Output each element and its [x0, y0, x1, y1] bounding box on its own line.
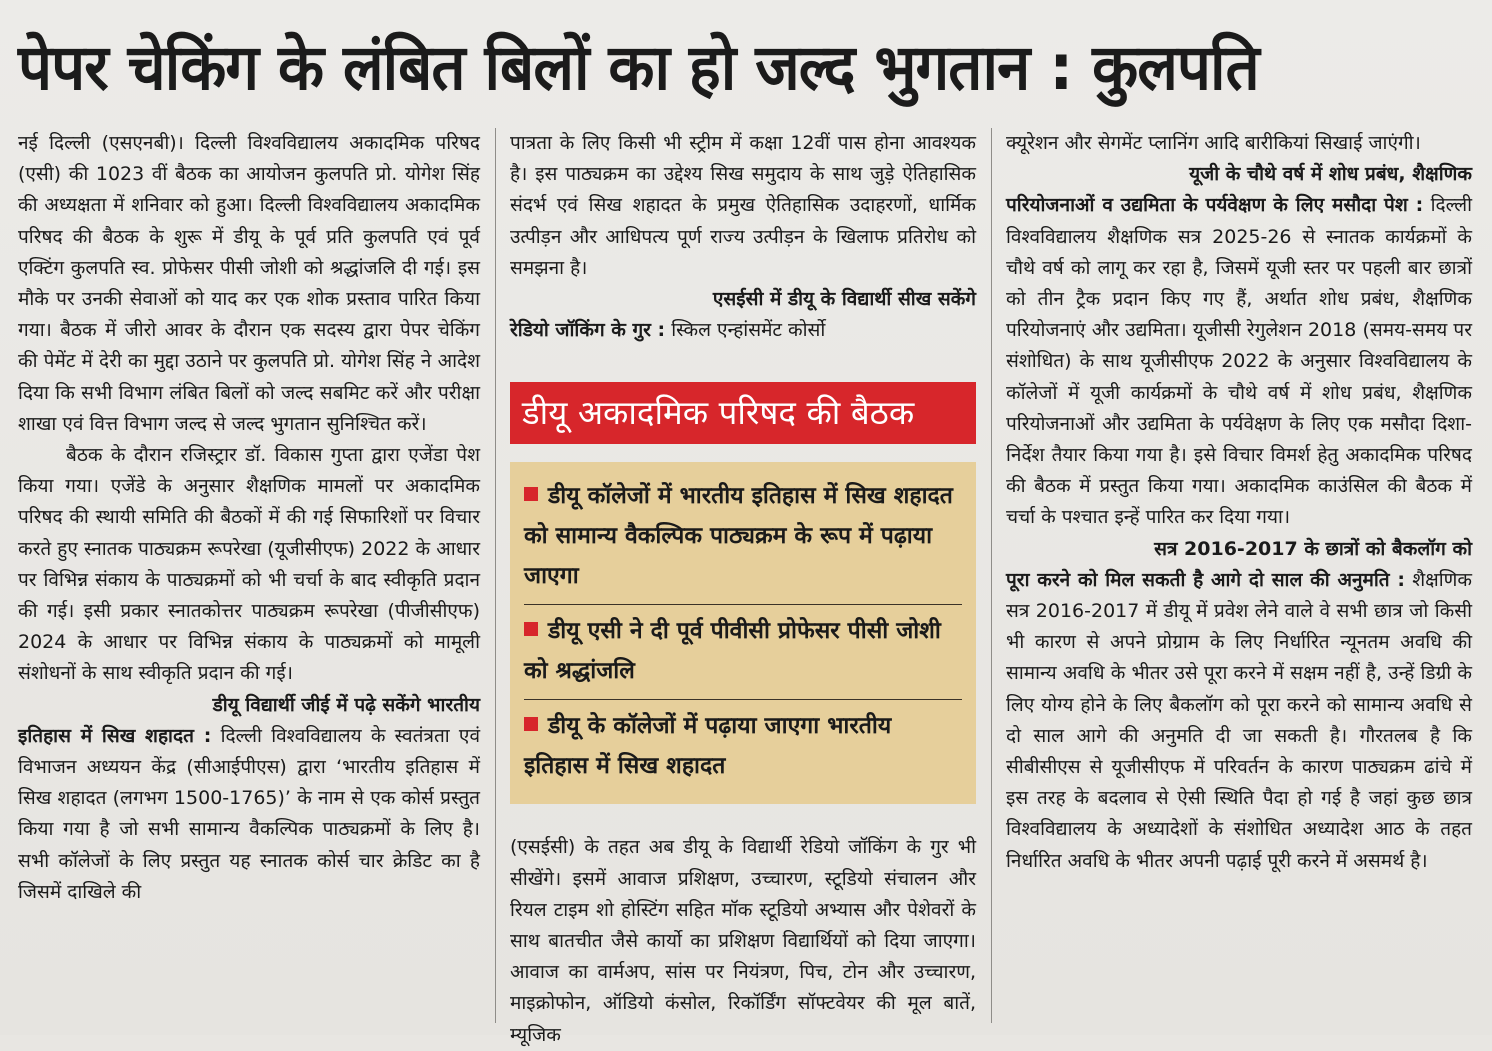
subheading-line: अनुमति : — [1337, 568, 1405, 591]
highlights-box — [510, 462, 976, 804]
paragraph-text: स्किल एन्हांसमेंट कोर्सो — [665, 319, 826, 342]
paragraph-with-subhead — [510, 284, 976, 346]
paragraph: क्यूरेशन और सेगमेंट प्लानिंग आदि बारीकियां सिखाई जाएंगी। — [1006, 132, 1421, 154]
column-1 — [18, 128, 480, 1028]
subheading — [1006, 159, 1472, 216]
highlight-text: डीयू के कॉलेजों में पढ़ाया जाएगा भारतीय इतिहास में सिख शहादत — [524, 713, 892, 780]
highlight-item — [524, 699, 962, 794]
paragraph-text: नई दिल्ली (एसएनबी)। दिल्ली विश्वविद्यालय अकादमिक परिषद (एसी) की 1023 वीं बैठक का आयोजन कुलपति प्रो. योगेश सिंह की अध्यक्षता में शनिवार को हुआ। दिल्ली विश्वविद्यालय अकादमिक परिषद की बैठक के शुरू में डीयू के पूर्व प्रति कुलपति एवं पूर्व एक्टिंग कुलपति स्व. प्रोफेसर पीसी जोशी को श्रद्धांजलि दी गई। इस मौके पर उनकी सेवाओं को याद कर एक शोक प्रस्ताव पारित किया गया। बैठक में जीरो आवर के दौरान एक सदस्य द्वारा पेपर चेकिंग की पेमेंट में देरी का मुद्दा उठाने पर कुलपति प्रो. योगेश सिंह ने आदेश दिया कि सभी विभाग लंबित बिलों को जल्द सबमिट करें और परीक्षा शाखा एवं वित्त विभाग जल्द से जल्द भुगतान सुनिश्चित करें। — [18, 132, 480, 435]
column-divider-1 — [495, 128, 496, 1023]
paragraph-text: दिल्ली विश्वविद्यालय के स्वतंत्रता एवं विभाजन अध्ययन केंद्र (सीआईपीएस) द्वारा ‘भारतीय इतिहास में सिख शहादत (लगभग 1500-1765)’ के नाम से एक कोर्स प्रस्तुत किया गया है जो सभी सामान्य वैकल्पिक पाठ्यक्रमों के लिए है। सभी कॉलेजों के लिए प्रस्तुत यह स्नातक कोर्स चार क्रेडिट का है जिसमें दाखिले की — [18, 724, 481, 903]
subheading-line: पूरा करने को मिल सकती है आगे दो साल की — [1006, 568, 1330, 591]
subheading-line: रेडियो जॉकिंग के गुर : — [510, 319, 666, 342]
paragraph-text: दिल्ली विश्वविद्यालय शैक्षणिक सत्र 2025-26 से स्नातक कार्यक्रमों के चौथे वर्ष को लागू कर रहा है, जिसमें यूजी स्तर पर पहली बार छात्रों को तीन ट्रैक प्रदान किए गए हैं, अर्थात शोध प्रबंध, शैक्षणिक परियोजनाएं और उद्यमिता। यूजीसी रेगुलेशन 2018 (समय-समय पर संशोधित) के साथ यूजीसीएफ 2022 के अनुसार विश्वविद्यालय के कॉलेजों में यूजी कार्यक्रमों के चौथे वर्ष में शोध प्रबंध, शैक्षणिक परियोजनाओं और उद्यमिता के पर्यवेक्षण के लिए एक मसौदा दिशा-निर्देश तैयार किया गया है। इसे विचार विमर्श हेतु अकादमिक परिषद की बैठक में प्रस्तुत किया गया। अकादमिक काउंसिल की बैठक में चर्चा के पश्चात इन्हें पारित कर दिया गया। — [1006, 194, 1472, 529]
headline: पेपर चेकिंग के लंबित बिलों का हो जल्द भुगतान : कुलपति — [18, 31, 1259, 105]
subheading-line: डीयू विद्यार्थी जीई में पढ़े सकेंगे भारतीय — [212, 693, 480, 716]
column-3 — [1006, 128, 1472, 1028]
column-2 — [510, 128, 976, 1046]
subheading-line: सत्र 2016-2017 के छात्रों को बैकलॉग को — [1154, 537, 1472, 560]
highlight-text: डीयू कॉलेजों में भारतीय इतिहास में सिख शहादत को सामान्य वैकल्पिक पाठ्यक्रम के रूप में पढ़ाया जाएगा — [524, 483, 953, 590]
column-divider-2 — [991, 128, 992, 1023]
paragraph-with-subhead — [1006, 159, 1472, 533]
subheading-line: परियोजनाओं व उद्यमिता के पर्यवेक्षण के लिए — [1006, 194, 1325, 217]
highlight-text: डीयू एसी ने दी पूर्व पीवीसी प्रोफेसर पीसी जोशी को श्रद्धांजलि — [524, 618, 941, 685]
paragraph-with-subhead — [18, 690, 480, 908]
section-banner: डीयू अकादमिक परिषद की बैठक — [510, 382, 976, 444]
subheading-line: इतिहास में सिख शहादत : — [18, 724, 212, 747]
highlight-item — [524, 470, 962, 604]
paragraph: पात्रता के लिए किसी भी स्ट्रीम में कक्षा 12वीं पास होना आवश्यक है। इस पाठ्यक्रम का उद्देश्य सिख समुदाय के साथ जुड़े ऐतिहासिक संदर्भ एवं सिख शहादत के प्रमुख ऐतिहासिक उदाहरणों, धार्मिक उत्पीड़न और आधिपत्य पूर्ण राज्य उत्पीड़न के खिलाफ प्रतिरोध को समझना है। — [510, 132, 976, 279]
subheading-line: यूजी के चौथे वर्ष में शोध प्रबंध, शैक्षणिक — [1189, 163, 1472, 186]
square-bullet-icon — [524, 622, 538, 636]
subheading — [1006, 534, 1472, 591]
paragraph-with-subhead — [1006, 534, 1472, 877]
paragraph: (एसईसी) के तहत अब डीयू के विद्यार्थी रेडियो जॉकिंग के गुर भी सीखेंगे। इसमें आवाज प्रशिक्षण, उच्चारण, स्टूडियो संचालन और रियल टाइम शो होस्टिंग सहित मॉक स्टूडियो अभ्यास और पेशेवरों के साथ बातचीत जैसे कार्यो का प्रशिक्षण विद्यार्थियों को दिया जाएगा। आवाज का वार्मअप, सांस पर नियंत्रण, पिच, टोन और उच्चारण, माइक्रोफोन, ऑडियो कंसोल, रिकॉर्डिंग सॉफ्टवेयर की मूल बातें, म्यूजिक — [510, 836, 976, 1046]
subheading-line: मसौदा पेश : — [1332, 194, 1424, 217]
paragraph: बैठक के दौरान रजिस्ट्रार डॉ. विकास गुप्ता द्वारा एजेंडा पेश किया गया। एजेंडे के अनुसार शैक्षणिक मामलों पर अकादमिक परिषद की स्थायी समिति की बैठकों में की गई सिफारिशों पर विचार करते हुए स्नातक पाठ्यक्रम रूपरेखा (यूजीसीएफ) 2022 के आधार पर विभिन्न संकाय के पाठ्यक्रमों को भी चर्चा के बाद स्वीकृति प्रदान की गई। इसी प्रकार स्नातकोत्तर पाठ्यक्रम रूपरेखा (पीजीसीएफ) 2024 के आधार पर विभिन्न संकाय के पाठ्यक्रमों को मामूली संशोधनों के साथ स्वीकृति प्रदान की गई। — [18, 444, 480, 685]
subheading-line: एसईसी में डीयू के विद्यार्थी सीख सकेंगे — [712, 288, 976, 311]
paragraph-text: शैक्षणिक सत्र 2016-2017 में डीयू में प्रवेश लेने वाले वे सभी छात्र जो किसी भी कारण से अपने प्रोग्राम के लिए निर्धारित न्यूनतम अवधि की सामान्य अवधि के भीतर उसे पूरा करने में सक्षम नहीं है, उन्हें डिग्री के लिए योग्य होने के लिए बैकलॉग को पूरा करने को सामान्य अवधि से दो साल आगे की अनुमति दी जा सकती है। गौरतलब है कि सीबीसीएस से यूजीसीएफ में परिवर्तन के कारण पाठ्यक्रम ढांचे में इस तरह के बदलाव से ऐसी स्थिति पैदा हो गई है जहां कुछ छात्र विश्वविद्यालय के अध्यादेशों के संशोधित अध्यादेश आठ के तहत निर्धारित अवधि के भीतर अपनी पढ़ाई पूरी करने में असमर्थ है। — [1006, 568, 1472, 872]
highlight-item — [524, 604, 962, 699]
square-bullet-icon — [524, 717, 538, 731]
square-bullet-icon — [524, 487, 538, 501]
paragraph — [18, 128, 480, 440]
